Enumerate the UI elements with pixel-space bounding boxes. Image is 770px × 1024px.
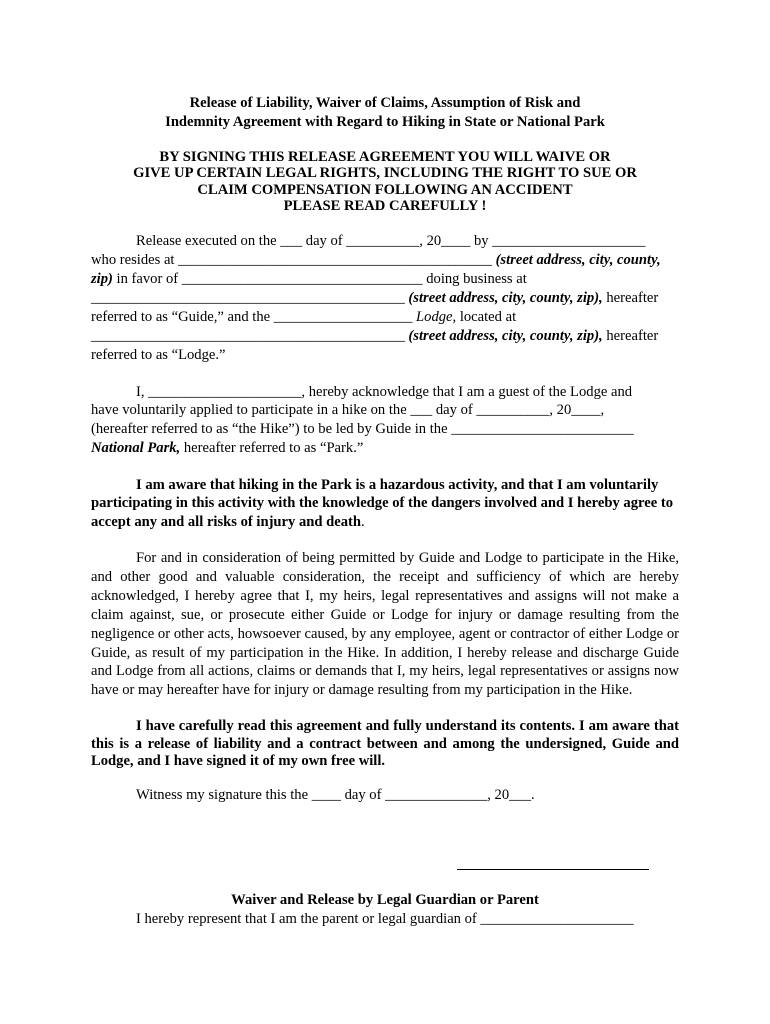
acknowledgement-paragraph	[91, 383, 679, 459]
release-line-2	[91, 251, 679, 270]
release-line-5	[91, 308, 679, 327]
address-hint: (street address, city, county, zip),	[408, 289, 603, 306]
understanding-paragraph: I have carefully read this agreement and fully understand its contents. I am aware that this is a release of liability and a contract between and among the undersigned, Guide and Lodge, and I have signed it of my own free will.	[91, 718, 679, 770]
risk-text: I am aware that hiking in the Park is a hazardous activity, and that I am voluntarily participating in this activity with the knowledge of the dangers involved and I hereby agree to accept any and all risks of injury and death	[91, 477, 674, 530]
hereafter-text: hereafter	[602, 327, 659, 344]
ack-line-1: I, _____________________, hereby acknowledge that I am a guest of the Lodge and	[136, 383, 633, 400]
favor-text: in favor of _________________________________ doing business at	[112, 271, 527, 287]
warning-line-1: BY SIGNING THIS RELEASE AGREEMENT YOU WILL WAIVE OR	[159, 149, 611, 165]
witness-paragraph: Witness my signature this the ____ day of ______________, 20___.	[136, 787, 535, 804]
located-text: , located at	[452, 308, 517, 325]
consideration-paragraph: For and in consideration of being permitted by Guide and Lodge to participate in the Hike, and other good and valuable consideration, the receipt and sufficiency of which are hereby acknowledged, I hereby agree that I, my heirs, legal representatives and assigns will not make a claim against, sue, or prosecute either Guide or Lodge for injury or damage resulting from the negligence or other acts, howsoever caused, by any employee, agent or contractor of either Lodge or Guide, as result of my participation in the Hike. In addition, I hereby release and discharge Guide and Lodge from all actions, claims or demands that I, my heirs, legal representatives or assigns now have or may hereafter have for injury or damage resulting from my participation in the Hike.	[91, 550, 679, 699]
release-line-3	[91, 270, 679, 289]
signature-line[interactable]	[457, 869, 649, 870]
release-line-6	[91, 327, 679, 346]
title-line-1: Release of Liability, Waiver of Claims, Assumption of Risk and	[189, 95, 581, 111]
title-line-2: Indemnity Agreement with Regard to Hiking in State or National Park	[165, 113, 605, 130]
warning-line-3: CLAIM COMPENSATION FOLLOWING AN ACCIDENT	[197, 181, 573, 198]
ack-line-2: have voluntarily applied to participate in a hike on the ___ day of __________, 20____,	[91, 402, 605, 419]
national-park-label: National Park,	[91, 440, 181, 457]
resides-text: who resides at ___________________________________________	[91, 252, 496, 269]
release-line-1: Release executed on the ___ day of __________, 20____ by _____________________	[136, 233, 646, 250]
warning-line-2: GIVE UP CERTAIN LEGAL RIGHTS, INCLUDING THE RIGHT TO SUE OR	[133, 165, 637, 182]
blank-line: ___________________________________________	[91, 327, 409, 344]
warning-line-4: PLEASE READ CAREFULLY !	[283, 197, 487, 214]
release-line-4	[91, 289, 679, 308]
blank-line: ___________________________________________	[91, 289, 409, 306]
release-line-7: referred to as “Lodge.”	[91, 346, 226, 363]
ack-line-4	[91, 439, 679, 458]
guardian-heading: Waiver and Release by Legal Guardian or Parent	[231, 892, 539, 908]
risk-paragraph	[91, 476, 679, 531]
document-page	[91, 94, 679, 805]
document-title	[91, 94, 679, 131]
release-paragraph	[91, 232, 679, 364]
lodge-word: Lodge	[416, 308, 453, 325]
guardian-section	[91, 891, 679, 929]
address-hint: (street address, city, county,	[495, 252, 661, 269]
zip-hint: zip)	[91, 271, 113, 287]
guardian-line: I hereby represent that I am the parent or legal guardian of _____________________	[136, 910, 634, 927]
ack-line-3: (hereafter referred to as “the Hike”) to be led by Guide in the _________________________	[91, 421, 634, 438]
park-text: hereafter referred to as “Park.”	[180, 440, 364, 457]
hereafter-text: hereafter	[602, 289, 659, 306]
risk-period: .	[361, 513, 365, 530]
address-hint: (street address, city, county, zip),	[408, 327, 603, 344]
warning-notice	[91, 149, 679, 214]
guide-text: referred to as “Guide,” and the ___________________	[91, 308, 417, 325]
